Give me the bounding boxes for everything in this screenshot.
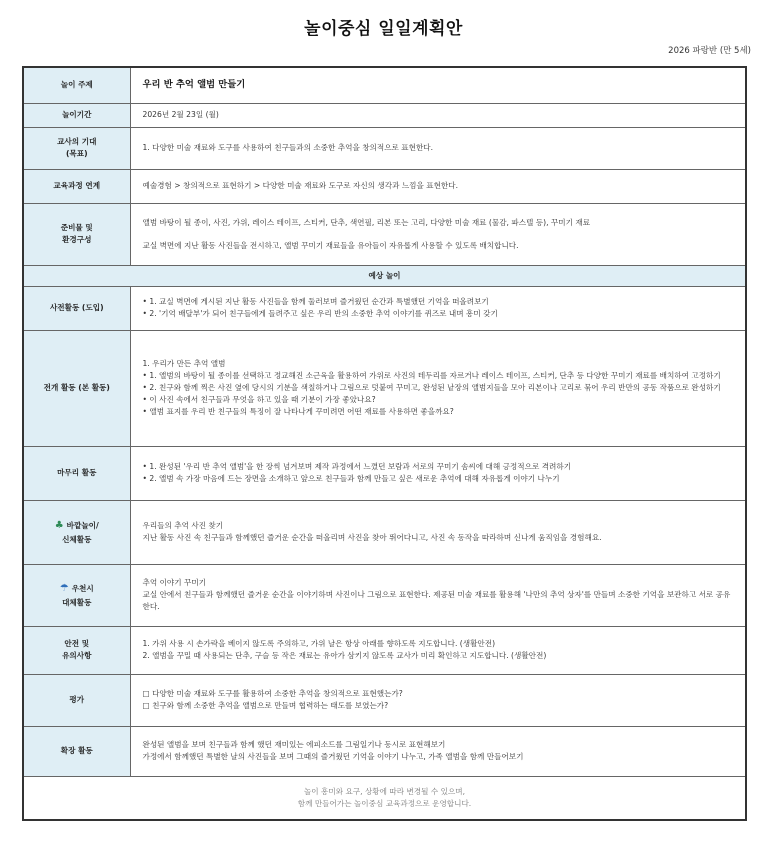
outdoor-label-line1: 바깥놀이/ [66,521,99,531]
safety-line-2: 2. 앨범을 꾸밀 때 사용되는 단추, 구슬 등 작은 재료는 유아가 삼키지 않도록 교사가 미리 확인하고 지도합니다. (생활안전) [142,651,547,660]
umbrella-icon: ☂ [59,583,69,595]
safety-label-line2: 유의사항 [62,651,92,660]
main-activity-line-3: • 2. 친구와 함께 찍은 사진 옆에 당시의 기분을 색칠하거나 그림으로 덧붙여 꾸미고, 완성된 낱장의 앨범지들을 모아 리본이나 고리로 묶어 우리 반만의 공동 작품으로 완성하기 [142,383,721,392]
outdoor-line-1: 우리들의 추억 사진 찾기 [142,521,224,531]
outdoor-value [130,500,746,564]
footer-line-1: 놀이 흥미와 요구, 상황에 따라 변경될 수 있으며, [303,786,466,796]
materials-label-line1: 준비물 및 [60,223,93,233]
closing-row [23,446,746,500]
intro-line-1: • 1. 교실 벽면에 게시된 지난 활동 사진들을 함께 둘러보며 즐거웠던 순간과 특별했던 기억을 떠올려보기 [142,297,489,307]
period-label: 놀이기간 [23,103,130,127]
curriculum-label: 교육과정 연계 [23,169,130,203]
section-row [23,265,746,286]
curriculum-row [23,169,746,203]
expectation-value: 1. 다양한 미술 재료와 도구를 사용하여 친구들과의 소중한 추억을 창의적으로 표현한다. [130,127,746,169]
expectation-label-line2: (목표) [65,149,88,158]
daily-plan-table [22,66,747,821]
class-info: 2026 파랑반 (만 5세) [668,46,751,56]
expectation-label [23,127,130,169]
extension-row [23,726,746,776]
outdoor-label [23,500,130,564]
page-title: 놀이중심 일일계획안 [304,19,463,39]
materials-label [23,203,130,265]
closing-value [130,446,746,500]
closing-line-2: • 2. 앨범 속 가장 마음에 드는 장면을 소개하고 앞으로 친구들과 함께 만들고 싶은 새로운 추억에 대해 자유롭게 이야기 나누기 [142,474,560,483]
evaluation-row [23,674,746,726]
safety-row [23,626,746,674]
materials-row [23,203,746,265]
extension-value [130,726,746,776]
evaluation-line-2: □ 친구와 함께 소중한 추억을 앨범으로 만들며 협력하는 태도를 보였는가? [142,701,389,710]
rainy-row [23,564,746,626]
main-activity-line-1: 1. 우리가 만든 추억 앨범 [142,359,226,369]
safety-label [23,626,130,674]
outdoor-row [23,500,746,564]
evaluation-value [130,674,746,726]
theme-value: 우리 반 추억 앨범 만들기 [130,67,746,103]
rainy-label-line2: 대체활동 [62,597,92,607]
period-row [23,103,746,127]
intro-value [130,286,746,330]
footer-note [23,776,746,820]
safety-value [130,626,746,674]
materials-value [130,203,746,265]
expectation-row [23,127,746,169]
intro-row [23,286,746,330]
evaluation-label: 평가 [23,674,130,726]
intro-label: 사전활동 (도입) [23,286,130,330]
main-activity-line-4: • 이 사진 속에서 친구들과 무엇을 하고 있을 때 기분이 가장 좋았나요? [142,394,376,404]
intro-line-2: • 2. '기억 배달부'가 되어 친구들에게 들려주고 싶은 우리 반의 소중한 추억 이야기를 퀴즈로 내며 흥미 갖기 [142,309,498,318]
section-title: 예상 놀이 [23,265,746,286]
closing-label: 마무리 활동 [23,446,130,500]
theme-row [23,67,746,103]
outdoor-label-line2: 신체활동 [62,534,92,544]
extension-label: 확장 활동 [23,726,130,776]
footer-line-2: 함께 만들어가는 놀이중심 교육과정으로 운영합니다. [297,798,472,808]
main-activity-line-5: • 앨범 표지를 우리 반 친구들의 특징이 잘 나타나게 꾸미려면 어떤 재료를 사용하면 좋을까요? [142,406,454,416]
rainy-value [130,564,746,626]
materials-label-line2: 환경구성 [62,235,92,244]
rainy-label-line1: 우천시 [71,584,94,594]
footer-row [23,776,746,820]
extension-line-1: 완성된 앨범을 보며 친구들과 함께 했던 재미있는 에피소드를 그림일기나 동시로 표현해보기 [142,740,446,750]
curriculum-value: 예술경험 > 창의적으로 표현하기 > 다양한 미술 재료와 도구로 자신의 생각과 느낌을 표현한다. [130,169,746,203]
period-value: 2026년 2월 23일 (월) [130,103,746,127]
tree-icon: ♣ [54,520,64,532]
extension-line-2: 가정에서 함께했던 특별한 날의 사진들을 보며 그때의 즐거웠던 기억을 이야기 나누고, 가족 앨범을 함께 만들어보기 [142,752,524,761]
evaluation-line-1: □ 다양한 미술 재료와 도구를 활용하여 소중한 추억을 창의적으로 표현했는가? [142,689,403,699]
expectation-label-line1: 교사의 기대 [57,137,97,147]
main-activity-value [130,330,746,446]
rainy-label [23,564,130,626]
main-activity-row [23,330,746,446]
rainy-line-1: 추억 이야기 꾸미기 [142,578,207,588]
theme-label: 놀이 주제 [23,67,130,103]
outdoor-line-2: 지난 활동 사진 속 친구들과 함께했던 즐거운 순간을 떠올리며 사진을 찾아 뛰어다니고, 사진 속 동작을 따라하며 신나게 움직임을 경험해요. [142,533,602,542]
safety-label-line1: 안전 및 [64,639,90,649]
rainy-line-2: 교실 안에서 친구들과 함께했던 즐거운 순간을 이야기하며 사진이나 그림으로 표현한다. 제공된 미술 재료를 활용해 '나만의 추억 상자'를 만들며 소중한 기억을 보관하고 서로 공유한다. [142,590,731,611]
main-activity-line-2: • 1. 앨범의 바탕이 될 종이를 선택하고 정교해진 소근육을 활용하여 가위로 사진의 테두리를 자르거나 레이스 테이프, 스티커, 단추 등 다양한 꾸미기 재료를 배치하여 고정하기 [142,371,721,381]
main-activity-label: 전개 활동 (본 활동) [23,330,130,446]
materials-line-2: 교실 벽면에 지난 활동 사진들을 전시하고, 앨범 꾸미기 재료들을 유아들이 자유롭게 사용할 수 있도록 배치합니다. [142,240,519,250]
closing-line-1: • 1. 완성된 '우리 반 추억 앨범'을 한 장씩 넘겨보며 제작 과정에서 느꼈던 보람과 서로의 꾸미기 솜씨에 대해 긍정적으로 격려하기 [142,462,572,472]
materials-line-1: 앨범 바탕이 될 종이, 사진, 가위, 레이스 테이프, 스티커, 단추, 색연필, 리본 또는 고리, 다양한 미술 재료 (물감, 파스텔 등), 꾸미기 재료 [142,217,591,227]
safety-line-1: 1. 가위 사용 시 손가락을 베이지 않도록 주의하고, 가위 날은 항상 아래를 향하도록 지도합니다. (생활안전) [142,639,496,649]
